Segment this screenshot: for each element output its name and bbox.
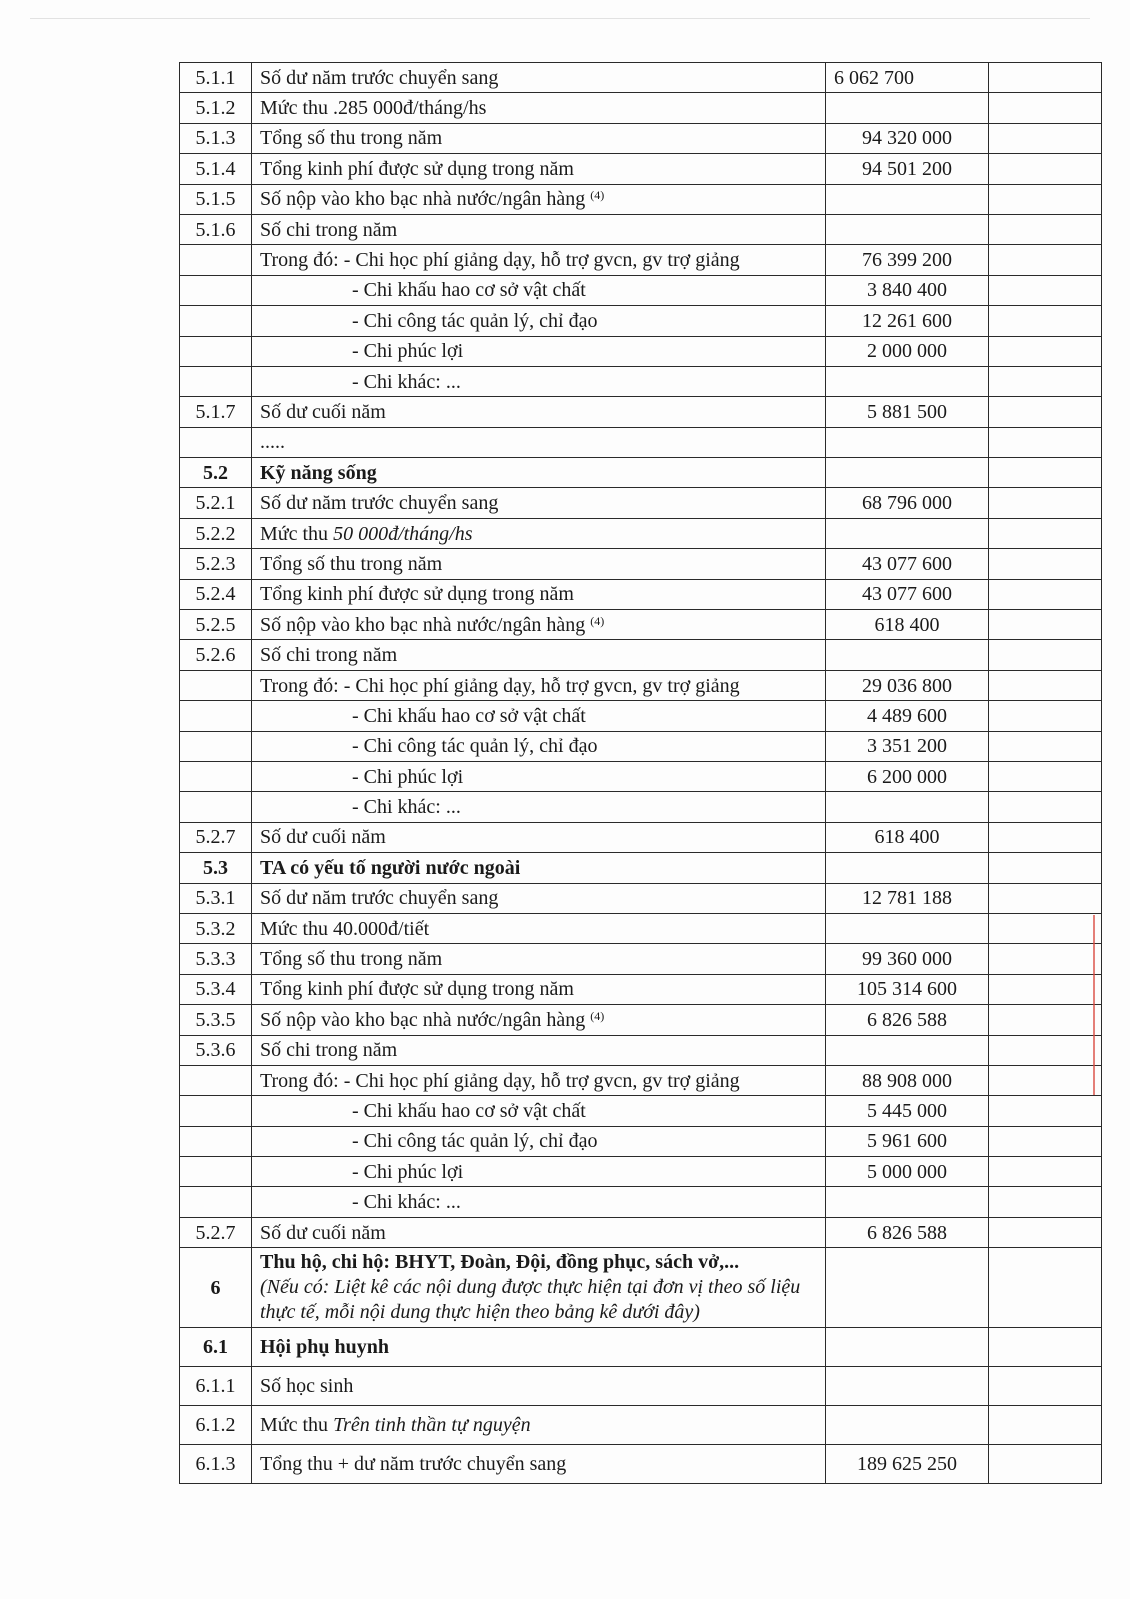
row-code: 5.3.1 — [180, 883, 252, 913]
table-row — [180, 366, 1102, 396]
row-code: 5.1.6 — [180, 214, 252, 244]
label-text: Hội phụ huynh — [260, 1336, 389, 1359]
row-label — [252, 184, 826, 214]
row-note-cell — [989, 1096, 1102, 1126]
label-text: Số chi trong năm — [260, 1039, 398, 1062]
row-label — [252, 93, 826, 123]
row-label — [252, 1217, 826, 1247]
row-label — [252, 275, 826, 305]
row-label — [252, 974, 826, 1004]
row-label — [252, 853, 826, 883]
label-text: - Chi khác: ... — [352, 796, 461, 819]
table-row — [180, 184, 1102, 214]
label-text: - Chi khác: ... — [352, 1191, 461, 1214]
label-text: Số học sinh — [260, 1375, 354, 1398]
row-code: 5.2.1 — [180, 488, 252, 518]
row-value — [826, 427, 989, 457]
row-value: 5 445 000 — [826, 1096, 989, 1126]
table-row — [180, 731, 1102, 761]
row-code: 6.1.2 — [180, 1406, 252, 1445]
row-note-cell — [989, 1217, 1102, 1247]
row-code — [180, 1187, 252, 1217]
label-italic: Trên tinh thần tự nguyện — [333, 1414, 531, 1437]
row-code — [180, 306, 252, 336]
red-stamp-mark — [1093, 915, 1109, 1095]
label-text: Trong đó: - Chi học phí giảng dạy, hỗ trợ gvcn, gv trợ giảng — [260, 1069, 740, 1092]
label-text: Mức thu — [260, 522, 334, 545]
row-code — [180, 245, 252, 275]
row-label — [252, 488, 826, 518]
label-text: Số chi trong năm — [260, 218, 398, 241]
row-note-cell — [989, 1367, 1102, 1406]
row-note-cell — [989, 336, 1102, 366]
row-value — [826, 1248, 989, 1328]
label-text: Số dư cuối năm — [260, 400, 386, 423]
row-code — [180, 427, 252, 457]
footnote-ref: (4) — [590, 613, 605, 628]
table-row — [180, 1187, 1102, 1217]
row-label — [252, 1367, 826, 1406]
row-code: 5.2.6 — [180, 640, 252, 670]
table-row — [180, 974, 1102, 1004]
row-value: 5 881 500 — [826, 397, 989, 427]
label-text: Số dư năm trước chuyển sang — [260, 492, 499, 515]
label-text: Tổng kinh phí được sử dụng trong năm — [260, 157, 574, 180]
table-row — [180, 1035, 1102, 1065]
row-value: 2 000 000 — [826, 336, 989, 366]
label-text: Số dư cuối năm — [260, 1221, 386, 1244]
row-label — [252, 306, 826, 336]
row-note-cell — [989, 701, 1102, 731]
table-row — [180, 1065, 1102, 1095]
label-text: - Chi khấu hao cơ sở vật chất — [352, 704, 586, 727]
row-code — [180, 1065, 252, 1095]
label-text: Số nộp vào kho bạc nhà nước/ngân hàng — [260, 1008, 591, 1031]
row-note-cell — [989, 458, 1102, 488]
label-text: Số nộp vào kho bạc nhà nước/ngân hàng — [260, 613, 591, 636]
row-note-cell — [989, 822, 1102, 852]
row-note-cell — [989, 549, 1102, 579]
row-code — [180, 1096, 252, 1126]
table-row — [180, 488, 1102, 518]
row-value: 4 489 600 — [826, 701, 989, 731]
row-label — [252, 123, 826, 153]
row-note-cell — [989, 63, 1102, 93]
label-text: Số dư cuối năm — [260, 826, 386, 849]
label-text: TA có yếu tố người nước ngoài — [260, 856, 521, 879]
row-value: 29 036 800 — [826, 670, 989, 700]
row-code — [180, 761, 252, 791]
row-value: 99 360 000 — [826, 944, 989, 974]
row-label — [252, 397, 826, 427]
table-row — [180, 1406, 1102, 1445]
row-code: 5.3 — [180, 853, 252, 883]
table-row — [180, 883, 1102, 913]
row-code: 5.2.4 — [180, 579, 252, 609]
row-code: 5.1.2 — [180, 93, 252, 123]
row-label — [252, 427, 826, 457]
row-value: 618 400 — [826, 822, 989, 852]
row-value — [826, 1367, 989, 1406]
label-text: Trong đó: - Chi học phí giảng dạy, hỗ trợ gvcn, gv trợ giảng — [260, 674, 740, 697]
row-value — [826, 792, 989, 822]
row-label — [252, 579, 826, 609]
table-row — [180, 63, 1102, 93]
row-note-cell — [989, 853, 1102, 883]
row-value: 189 625 250 — [826, 1445, 989, 1484]
row-code — [180, 792, 252, 822]
table-row — [180, 427, 1102, 457]
label-text: Kỹ năng sống — [260, 461, 377, 484]
row-note-cell — [989, 944, 1102, 974]
footnote-ref: (4) — [590, 1008, 605, 1023]
row-code: 5.1.3 — [180, 123, 252, 153]
row-note-cell — [989, 184, 1102, 214]
row-value: 3 840 400 — [826, 275, 989, 305]
row-value: 105 314 600 — [826, 974, 989, 1004]
row-code: 6.1 — [180, 1328, 252, 1367]
label-text: Mức thu 40.000đ/tiết — [260, 917, 430, 940]
row-code — [180, 366, 252, 396]
row-value — [826, 184, 989, 214]
row-note-cell — [989, 154, 1102, 184]
row-code — [180, 1157, 252, 1187]
table-row — [180, 822, 1102, 852]
row-code — [180, 670, 252, 700]
row-value — [826, 913, 989, 943]
row-code — [180, 701, 252, 731]
label-text: Số chi trong năm — [260, 644, 398, 667]
row-note-cell — [989, 792, 1102, 822]
row-label — [252, 944, 826, 974]
row-note-cell — [989, 761, 1102, 791]
row-label — [252, 670, 826, 700]
row-note-cell — [989, 306, 1102, 336]
table-row — [180, 670, 1102, 700]
row-note-cell — [989, 1157, 1102, 1187]
row-note: (Nếu có: Liệt kê các nội dung được thực hiện tại đơn vị theo số liệu thực tế, mỗi nội dung thực hiện theo bảng kê dưới đây) — [260, 1276, 801, 1324]
table-row — [180, 123, 1102, 153]
table-row — [180, 1328, 1102, 1367]
row-label — [252, 1065, 826, 1095]
row-label — [252, 792, 826, 822]
table-row — [180, 245, 1102, 275]
row-note-cell — [989, 913, 1102, 943]
row-note-cell — [989, 518, 1102, 548]
row-code: 6.1.3 — [180, 1445, 252, 1484]
row-value: 43 077 600 — [826, 549, 989, 579]
row-value — [826, 1187, 989, 1217]
row-value: 5 961 600 — [826, 1126, 989, 1156]
row-value — [826, 366, 989, 396]
row-code: 5.2.3 — [180, 549, 252, 579]
table-row — [180, 93, 1102, 123]
label-text: - Chi phúc lợi — [352, 1160, 464, 1183]
row-value — [826, 93, 989, 123]
table-row — [180, 458, 1102, 488]
row-label — [252, 1035, 826, 1065]
label-text: - Chi công tác quản lý, chỉ đạo — [352, 1130, 598, 1153]
row-value: 6 062 700 — [826, 63, 989, 93]
row-note-cell — [989, 123, 1102, 153]
row-value — [826, 458, 989, 488]
row-label — [252, 1328, 826, 1367]
table-row — [180, 397, 1102, 427]
row-label — [252, 336, 826, 366]
row-note-cell — [989, 1445, 1102, 1484]
row-code: 6 — [180, 1248, 252, 1328]
row-note-cell — [989, 883, 1102, 913]
row-code: 5.3.5 — [180, 1005, 252, 1035]
row-note-cell — [989, 214, 1102, 244]
row-code: 5.2.2 — [180, 518, 252, 548]
table-row — [180, 944, 1102, 974]
row-value — [826, 214, 989, 244]
label-text: Mức thu — [260, 1414, 334, 1437]
row-code: 5.1.5 — [180, 184, 252, 214]
table-row — [180, 1157, 1102, 1187]
label-text: Tổng kinh phí được sử dụng trong năm — [260, 978, 574, 1001]
row-label — [252, 761, 826, 791]
row-label — [252, 1126, 826, 1156]
row-value — [826, 640, 989, 670]
row-value: 94 320 000 — [826, 123, 989, 153]
row-note-cell — [989, 640, 1102, 670]
row-code: 5.1.4 — [180, 154, 252, 184]
label-text: - Chi công tác quản lý, chỉ đạo — [352, 735, 598, 758]
row-label — [252, 1005, 826, 1035]
row-code: 5.3.3 — [180, 944, 252, 974]
row-note-cell — [989, 610, 1102, 640]
row-note-cell — [989, 1065, 1102, 1095]
row-label — [252, 1157, 826, 1187]
table-row — [180, 640, 1102, 670]
table-row — [180, 1445, 1102, 1484]
row-value: 43 077 600 — [826, 579, 989, 609]
table-row — [180, 1126, 1102, 1156]
row-code: 5.2.7 — [180, 1217, 252, 1247]
table-row — [180, 1217, 1102, 1247]
table-row — [180, 336, 1102, 366]
row-note-cell — [989, 397, 1102, 427]
row-note-cell — [989, 1126, 1102, 1156]
row-value: 6 826 588 — [826, 1217, 989, 1247]
table-row — [180, 913, 1102, 943]
row-note-cell — [989, 1005, 1102, 1035]
row-label — [252, 245, 826, 275]
row-code: 5.1.7 — [180, 397, 252, 427]
label-text: - Chi khấu hao cơ sở vật chất — [352, 279, 586, 302]
row-code — [180, 336, 252, 366]
label-text: Tổng số thu trong năm — [260, 948, 443, 971]
table-row — [180, 154, 1102, 184]
row-code: 5.3.6 — [180, 1035, 252, 1065]
row-code — [180, 275, 252, 305]
row-code — [180, 1126, 252, 1156]
row-note-cell — [989, 245, 1102, 275]
table-row — [180, 549, 1102, 579]
label-text: - Chi khác: ... — [352, 370, 461, 393]
finance-table — [179, 62, 1102, 1484]
row-value: 6 200 000 — [826, 761, 989, 791]
row-label — [252, 1406, 826, 1445]
row-value — [826, 853, 989, 883]
row-label — [252, 731, 826, 761]
label-text: Số dư năm trước chuyển sang — [260, 66, 499, 89]
label-text: Tổng số thu trong năm — [260, 127, 443, 150]
row-code: 5.1.1 — [180, 63, 252, 93]
row-label — [252, 366, 826, 396]
table-row — [180, 579, 1102, 609]
row-label — [252, 610, 826, 640]
row-value: 94 501 200 — [826, 154, 989, 184]
row-value: 6 826 588 — [826, 1005, 989, 1035]
label-text: Số dư năm trước chuyển sang — [260, 887, 499, 910]
table-row — [180, 214, 1102, 244]
table-row — [180, 518, 1102, 548]
row-code: 5.2.5 — [180, 610, 252, 640]
row-value: 76 399 200 — [826, 245, 989, 275]
row-note-cell — [989, 366, 1102, 396]
row-label — [252, 63, 826, 93]
label-italic: 50 000đ/tháng/hs — [333, 522, 473, 545]
row-note-cell — [989, 93, 1102, 123]
row-label — [252, 822, 826, 852]
label-text: Trong đó: - Chi học phí giảng dạy, hỗ trợ gvcn, gv trợ giảng — [260, 249, 740, 272]
row-note-cell — [989, 488, 1102, 518]
table-row — [180, 1005, 1102, 1035]
row-code: 5.3.2 — [180, 913, 252, 943]
row-value: 5 000 000 — [826, 1157, 989, 1187]
row-label — [252, 883, 826, 913]
row-value: 3 351 200 — [826, 731, 989, 761]
row-note-cell — [989, 1035, 1102, 1065]
row-label — [252, 1187, 826, 1217]
row-value: 618 400 — [826, 610, 989, 640]
row-code: 5.2 — [180, 458, 252, 488]
label-text: Tổng số thu trong năm — [260, 552, 443, 575]
row-label — [252, 913, 826, 943]
row-note-cell — [989, 1187, 1102, 1217]
row-code: 5.3.4 — [180, 974, 252, 1004]
row-note-cell — [989, 427, 1102, 457]
label-text: Số nộp vào kho bạc nhà nước/ngân hàng — [260, 188, 591, 211]
footnote-ref: (4) — [590, 188, 605, 203]
row-label — [252, 214, 826, 244]
row-note-cell — [989, 1406, 1102, 1445]
row-label — [252, 549, 826, 579]
table-row — [180, 275, 1102, 305]
row-note-cell — [989, 731, 1102, 761]
row-label — [252, 640, 826, 670]
table-row — [180, 1367, 1102, 1406]
label-text: ..... — [260, 431, 285, 454]
row-label — [252, 1096, 826, 1126]
table-row — [180, 792, 1102, 822]
row-value: 88 908 000 — [826, 1065, 989, 1095]
label-text: - Chi khấu hao cơ sở vật chất — [352, 1099, 586, 1122]
row-value: 68 796 000 — [826, 488, 989, 518]
table-row — [180, 610, 1102, 640]
scan-artifact-line — [30, 18, 1090, 19]
row-value: 12 261 600 — [826, 306, 989, 336]
row-value — [826, 1406, 989, 1445]
label-text: - Chi phúc lợi — [352, 340, 464, 363]
row-label — [252, 518, 826, 548]
row-label — [252, 1248, 826, 1328]
row-note-cell — [989, 275, 1102, 305]
table-row — [180, 1096, 1102, 1126]
label-text: Mức thu .285 000đ/tháng/hs — [260, 97, 487, 120]
row-label — [252, 1445, 826, 1484]
row-note-cell — [989, 1248, 1102, 1328]
row-value — [826, 518, 989, 548]
table-row — [180, 761, 1102, 791]
row-note-cell — [989, 670, 1102, 700]
finance-table-body — [180, 63, 1102, 1484]
row-label — [252, 701, 826, 731]
table-row — [180, 853, 1102, 883]
row-note-cell — [989, 579, 1102, 609]
label-text: Tổng thu + dư năm trước chuyển sang — [260, 1453, 567, 1476]
row-code: 5.2.7 — [180, 822, 252, 852]
row-value: 12 781 188 — [826, 883, 989, 913]
table-row — [180, 306, 1102, 336]
table-row — [180, 701, 1102, 731]
label-text: Thu hộ, chi hộ: BHYT, Đoàn, Đội, đồng phục, sách vở,... — [260, 1251, 740, 1274]
row-note-cell — [989, 974, 1102, 1004]
row-label — [252, 458, 826, 488]
row-note-cell — [989, 1328, 1102, 1367]
row-value — [826, 1328, 989, 1367]
label-text: - Chi phúc lợi — [352, 765, 464, 788]
row-value — [826, 1035, 989, 1065]
row-label — [252, 154, 826, 184]
table-row — [180, 1248, 1102, 1328]
label-text: - Chi công tác quản lý, chỉ đạo — [352, 309, 598, 332]
row-code — [180, 731, 252, 761]
label-text: Tổng kinh phí được sử dụng trong năm — [260, 583, 574, 606]
row-code: 6.1.1 — [180, 1367, 252, 1406]
